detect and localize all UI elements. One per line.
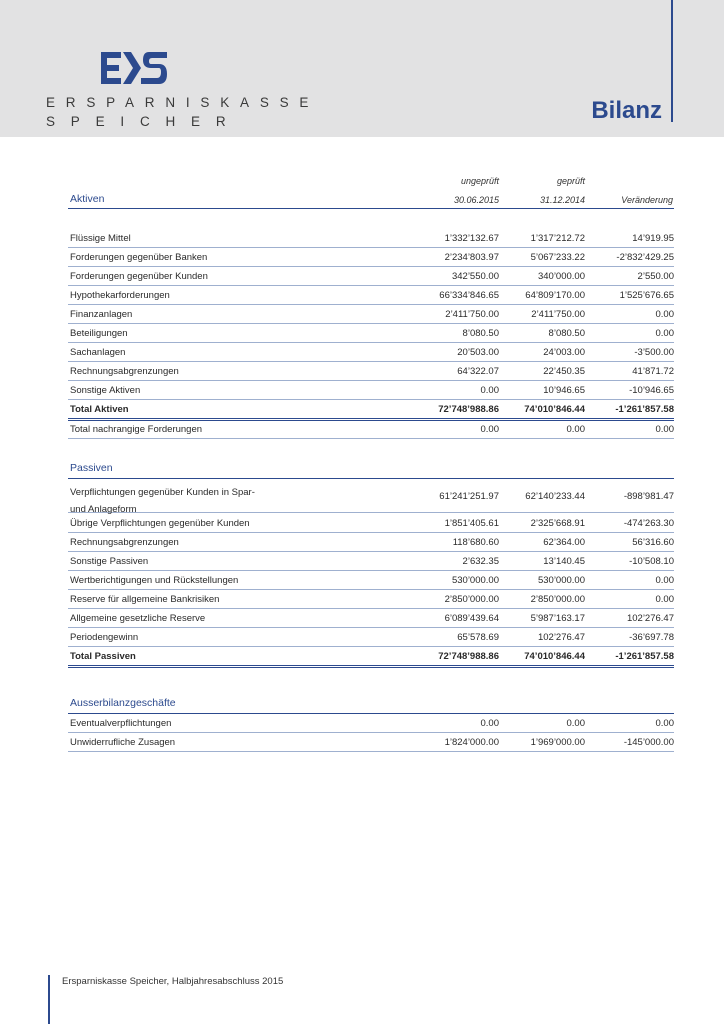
value-2015: 72’748’988.86 xyxy=(438,651,499,662)
column-change-label: Veränderung xyxy=(621,195,673,205)
value-2014: 5’067’233.22 xyxy=(530,252,585,263)
total-row xyxy=(68,399,674,419)
table-row xyxy=(68,247,674,267)
header-divider xyxy=(671,0,673,122)
table-row xyxy=(68,342,674,362)
value-change: -145’000.00 xyxy=(623,737,674,748)
footer-text: Ersparniskasse Speicher, Halbjahresabschluss 2015 xyxy=(62,976,284,987)
row-label: Total Aktiven xyxy=(70,404,129,415)
row-label: Flüssige Mittel xyxy=(70,233,131,244)
value-2014: 22’450.35 xyxy=(543,366,585,377)
value-2014: 102’276.47 xyxy=(537,632,585,643)
row-label: Hypothekarforderungen xyxy=(70,290,170,301)
value-2014: 24’003.00 xyxy=(543,347,585,358)
row-label: Eventualverpflichtungen xyxy=(70,718,172,729)
value-change: 0.00 xyxy=(655,309,674,320)
value-2014: 530’000.00 xyxy=(537,575,585,586)
section-rule xyxy=(68,208,674,209)
row-label: Sachanlagen xyxy=(70,347,126,358)
table-row xyxy=(68,713,674,733)
value-2015: 72’748’988.86 xyxy=(438,404,499,415)
table-row xyxy=(68,419,674,439)
table-row xyxy=(68,627,674,647)
section-title-ausserbilanz: Ausserbilanzgeschäfte xyxy=(70,697,176,709)
value-2014: 74’010’846.44 xyxy=(524,404,585,415)
value-change: -474’263.30 xyxy=(623,518,674,529)
row-label: Sonstige Passiven xyxy=(70,556,149,567)
value-2015: 66’334’846.65 xyxy=(439,290,499,301)
value-2014: 2’850’000.00 xyxy=(530,594,585,605)
row-label: Forderungen gegenüber Kunden xyxy=(70,271,208,282)
value-change: 41’871.72 xyxy=(632,366,674,377)
value-change: 0.00 xyxy=(655,718,674,729)
row-label: Total Passiven xyxy=(70,651,136,662)
value-2015: 6’089’439.64 xyxy=(444,613,499,624)
row-label: Forderungen gegenüber Banken xyxy=(70,252,208,263)
row-label: Rechnungsabgrenzungen xyxy=(70,537,179,548)
value-2015: 1’824’000.00 xyxy=(444,737,499,748)
value-2014: 0.00 xyxy=(566,424,585,435)
column-audited-label: geprüft xyxy=(556,176,585,186)
value-change: -898’981.47 xyxy=(623,491,674,502)
value-2015: 118’680.60 xyxy=(452,537,499,548)
eks-logo-icon xyxy=(101,52,167,84)
value-change: 0.00 xyxy=(655,328,674,339)
table-row xyxy=(68,285,674,305)
total-row xyxy=(68,646,674,666)
value-2015: 0.00 xyxy=(480,424,499,435)
column-date-2014: 31.12.2014 xyxy=(539,195,585,205)
section-title-aktiven: Aktiven xyxy=(70,193,105,205)
value-2014: 13’140.45 xyxy=(543,556,585,567)
value-2014: 1’969’000.00 xyxy=(530,737,585,748)
value-change: -36’697.78 xyxy=(629,632,674,643)
value-change: 1’525’676.65 xyxy=(619,290,674,301)
row-label: Reserve für allgemeine Bankrisiken xyxy=(70,594,220,605)
row-label: Unwiderrufliche Zusagen xyxy=(70,737,176,748)
value-2015: 61’241’251.97 xyxy=(439,491,499,502)
value-2015: 2’234’803.97 xyxy=(444,252,499,263)
table-row xyxy=(68,323,674,343)
logo-text-line2: SPEICHER xyxy=(46,114,242,129)
table-row xyxy=(68,266,674,286)
value-change: 56’316.60 xyxy=(632,537,674,548)
table-row xyxy=(68,589,674,609)
value-change: 0.00 xyxy=(655,575,674,586)
value-2015: 342’550.00 xyxy=(451,271,499,282)
table-row xyxy=(68,570,674,590)
table-row xyxy=(68,380,674,400)
value-change: 14’919.95 xyxy=(632,233,674,244)
row-label: Beteiligungen xyxy=(70,328,128,339)
value-2015: 0.00 xyxy=(480,718,499,729)
table-row xyxy=(68,608,674,628)
value-change: -1’261’857.58 xyxy=(615,651,674,662)
page-title: Bilanz xyxy=(591,97,662,124)
row-label: Verpflichtungen gegenüber Kunden in Spar- und Anlageform xyxy=(70,487,255,515)
value-2014: 340’000.00 xyxy=(537,271,585,282)
value-2015: 65’578.69 xyxy=(457,632,499,643)
value-change: -10’508.10 xyxy=(629,556,674,567)
value-2014: 64’809’170.00 xyxy=(525,290,585,301)
value-change: 102’276.47 xyxy=(626,613,674,624)
row-label: Total nachrangige Forderungen xyxy=(70,424,203,435)
table-row xyxy=(68,304,674,324)
table-row xyxy=(68,361,674,381)
value-2015: 2’850’000.00 xyxy=(444,594,499,605)
logo-text-line1: ERSPARNISKASSE xyxy=(46,95,320,110)
table-row xyxy=(68,479,674,513)
value-2014: 62’364.00 xyxy=(543,537,585,548)
value-2014: 2’411’750.00 xyxy=(531,309,585,320)
value-change: -10’946.65 xyxy=(629,385,674,396)
value-change: -1’261’857.58 xyxy=(615,404,674,415)
column-date-2015: 30.06.2015 xyxy=(453,195,499,205)
table-row xyxy=(68,513,674,533)
row-label: Allgemeine gesetzliche Reserve xyxy=(70,613,206,624)
value-change: 0.00 xyxy=(655,594,674,605)
value-change: -3’500.00 xyxy=(634,347,674,358)
value-change: -2’832’429.25 xyxy=(616,252,674,263)
table-row xyxy=(68,551,674,571)
value-change: 0.00 xyxy=(655,424,674,435)
value-2014: 0.00 xyxy=(566,718,585,729)
table-row xyxy=(68,732,674,752)
section-title-passiven: Passiven xyxy=(70,462,113,474)
row-label: Übrige Verpflichtungen gegenüber Kunden xyxy=(70,518,250,529)
value-2015: 1’332’132.67 xyxy=(444,233,499,244)
page-header xyxy=(0,0,724,137)
row-label: Periodengewinn xyxy=(70,632,139,643)
row-label: Rechnungsabgrenzungen xyxy=(70,366,179,377)
value-2015: 0.00 xyxy=(480,385,499,396)
value-2015: 20’503.00 xyxy=(457,347,499,358)
value-2014: 62’140’233.44 xyxy=(525,491,585,502)
value-2014: 5’987’163.17 xyxy=(530,613,585,624)
value-2015: 530’000.00 xyxy=(451,575,499,586)
value-change: 2’550.00 xyxy=(637,271,674,282)
column-unaudited-label: ungeprüft xyxy=(460,176,499,186)
value-2014: 10’946.65 xyxy=(543,385,585,396)
value-2015: 2’411’750.00 xyxy=(445,309,499,320)
value-2014: 2’325’668.91 xyxy=(530,518,585,529)
value-2014: 1’317’212.72 xyxy=(530,233,585,244)
value-2014: 74’010’846.44 xyxy=(524,651,585,662)
table-row xyxy=(68,228,674,248)
value-2015: 8’080.50 xyxy=(462,328,499,339)
footer-accent-bar xyxy=(48,975,50,1024)
row-label: Wertberichtigungen und Rückstellungen xyxy=(70,575,239,586)
value-2015: 2’632.35 xyxy=(462,556,499,567)
value-2015: 1’851’405.61 xyxy=(444,518,499,529)
row-label: Sonstige Aktiven xyxy=(70,385,141,396)
value-2015: 64’322.07 xyxy=(457,366,499,377)
value-2014: 8’080.50 xyxy=(548,328,585,339)
table-row xyxy=(68,532,674,552)
row-label: Finanzanlagen xyxy=(70,309,133,320)
